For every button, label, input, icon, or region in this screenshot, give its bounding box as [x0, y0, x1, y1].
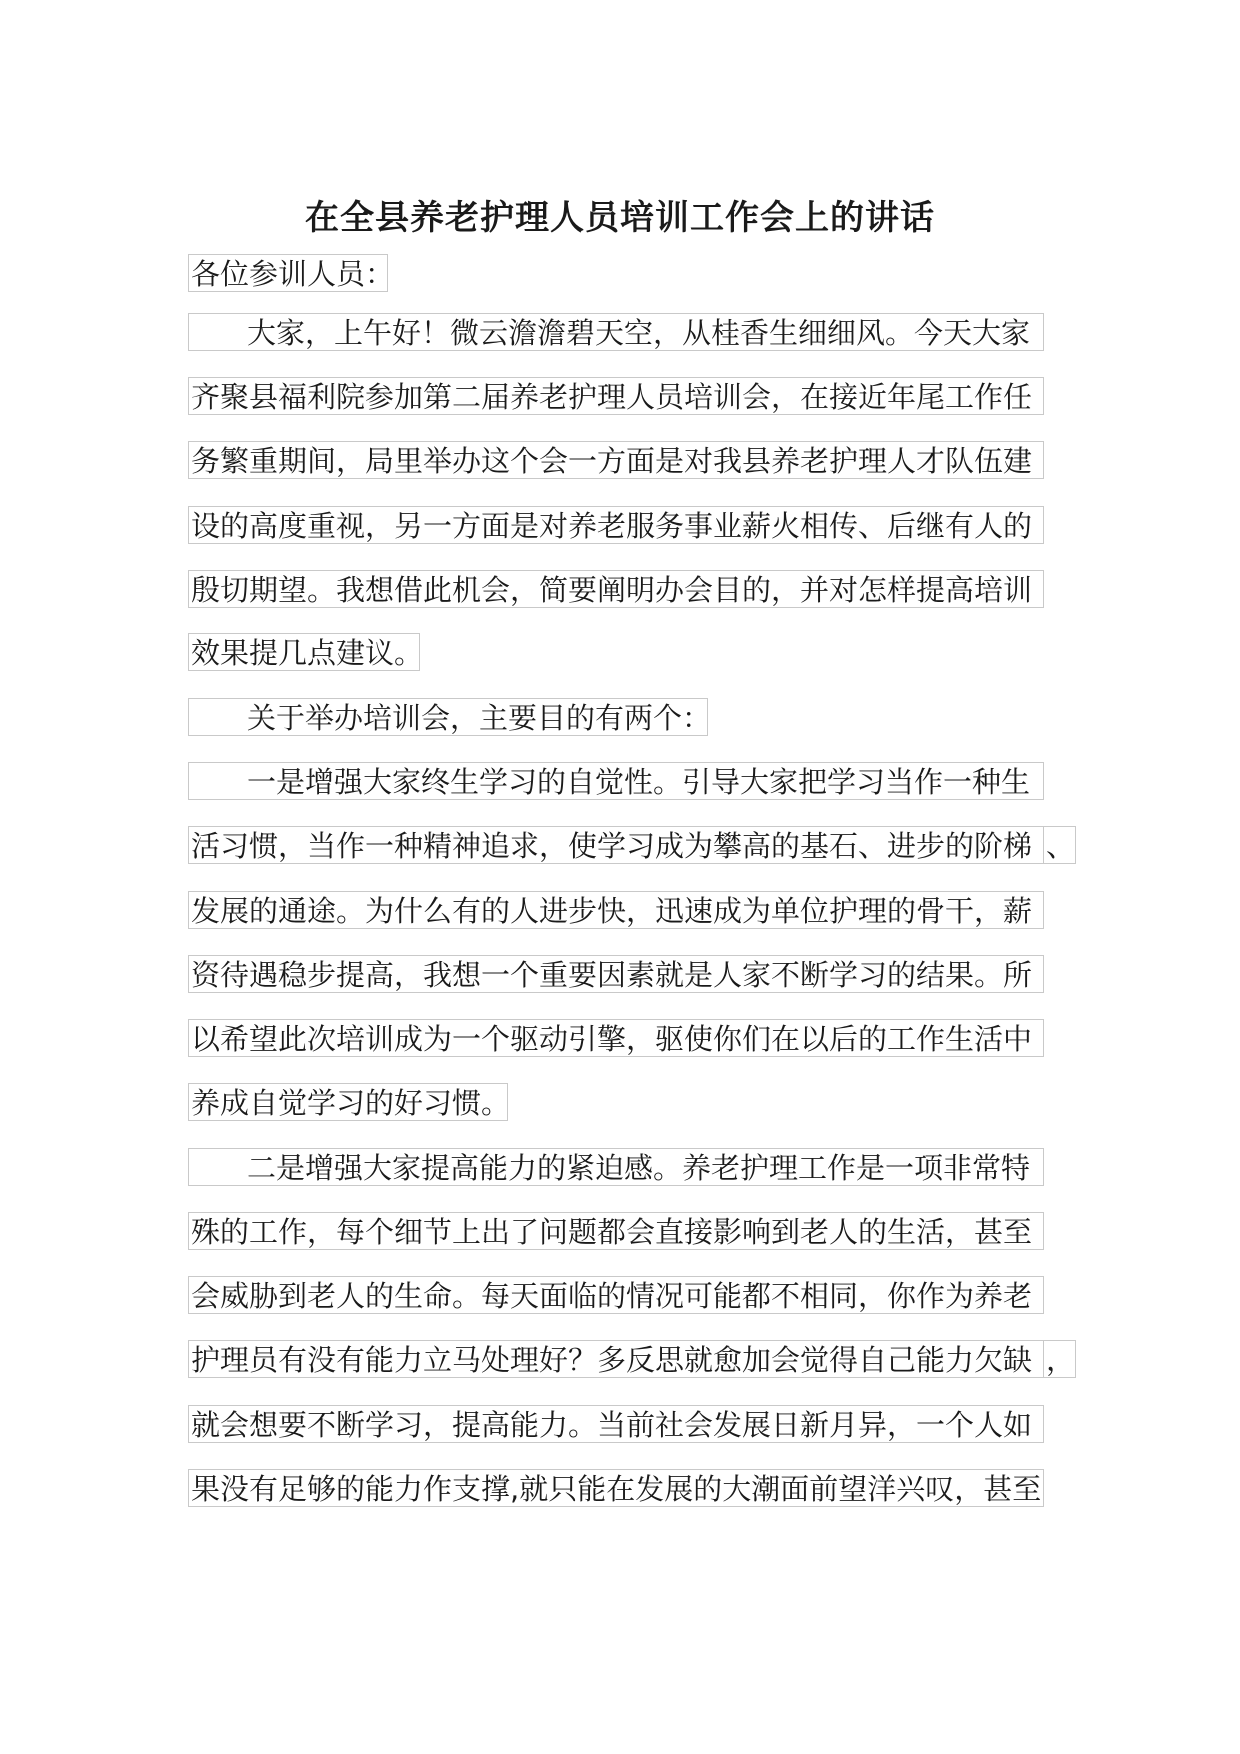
text-line: 以希望此次培训成为一个驱动引擎，驱使你们在以后的工作生活中	[188, 1019, 1044, 1057]
text-line: 发展的通途。为什么有的人进步快，迅速成为单位护理的骨干，薪	[188, 891, 1044, 929]
text-line: 齐聚县福利院参加第二届养老护理人员培训会，在接近年尾工作任	[188, 377, 1044, 415]
text-line: 活习惯，当作一种精神追求，使学习成为攀高的基石、进步的阶梯	[188, 826, 1044, 864]
text-line: 大家，上午好！微云澹澹碧天空，从桂香生细细风。今天大家	[188, 313, 1044, 351]
text-line: 务繁重期间，局里举办这个会一方面是对我县养老护理人才队伍建	[188, 441, 1044, 479]
overflow-punctuation: 、	[1044, 826, 1076, 864]
text-line: 护理员有没有能力立马处理好？多反思就愈加会觉得自己能力欠缺	[188, 1340, 1044, 1378]
text-line: 关于举办培训会，主要目的有两个：	[188, 698, 708, 736]
text-line: 设的高度重视，另一方面是对养老服务事业薪火相传、后继有人的	[188, 506, 1044, 544]
text-line: 殷切期望。我想借此机会，简要阐明办会目的，并对怎样提高培训	[188, 570, 1044, 608]
overflow-punctuation: ，	[1044, 1340, 1076, 1378]
text-line: 会威胁到老人的生命。每天面临的情况可能都不相同，你作为养老	[188, 1276, 1044, 1314]
text-line: 一是增强大家终生学习的自觉性。引导大家把学习当作一种生	[188, 762, 1044, 800]
text-line: 殊的工作，每个细节上出了问题都会直接影响到老人的生活，甚至	[188, 1212, 1044, 1250]
text-line: 二是增强大家提高能力的紧迫感。养老护理工作是一项非常特	[188, 1148, 1044, 1186]
document-title: 在全县养老护理人员培训工作会上的讲话	[305, 198, 935, 238]
salutation-line: 各位参训人员：	[188, 254, 388, 292]
text-line: 就会想要不断学习，提高能力。当前社会发展日新月异，一个人如	[188, 1405, 1044, 1443]
text-line: 果没有足够的能力作支撑,就只能在发展的大潮面前望洋兴叹，甚至	[188, 1469, 1044, 1507]
text-line: 效果提几点建议。	[188, 633, 420, 671]
text-line: 资待遇稳步提高，我想一个重要因素就是人家不断学习的结果。所	[188, 955, 1044, 993]
text-line: 养成自觉学习的好习惯。	[188, 1083, 508, 1121]
